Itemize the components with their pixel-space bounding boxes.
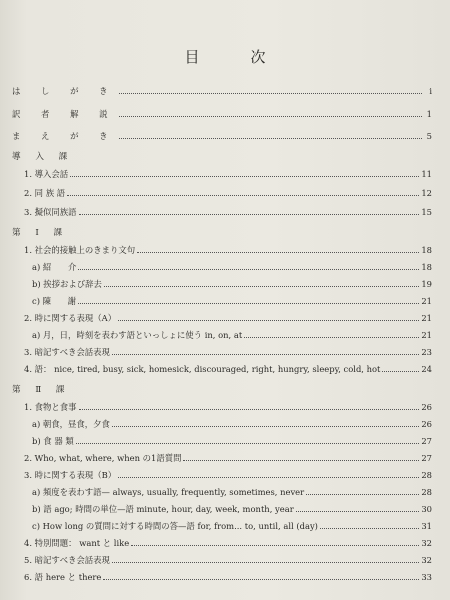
dot-leader	[119, 93, 423, 94]
toc-entry	[24, 310, 432, 326]
toc-label: 4. 語： nice, tired, busy, sick, homesick, discouraged, right, hungry, sleepy, cold, hot	[24, 364, 381, 374]
page-number: 28	[421, 487, 432, 497]
page-number: 15	[421, 207, 432, 217]
toc-entry	[24, 467, 432, 483]
dot-leader	[118, 320, 419, 321]
toc-label: 1. 食物と食事	[24, 402, 77, 412]
dot-leader	[103, 579, 419, 580]
toc-entry	[32, 416, 432, 432]
dot-leader	[320, 528, 419, 529]
toc-label: 1. 導入会話	[24, 169, 69, 179]
toc-entry	[24, 450, 432, 466]
page-number: 5	[426, 131, 432, 141]
page-number: 19	[421, 279, 432, 289]
toc-label: 3. 時に関する表現（B）	[24, 470, 117, 480]
toc-label: 1. 社会的接触上のきまり文句	[24, 245, 136, 255]
toc-label: は し が き	[12, 86, 117, 96]
toc-label: b) 食 器 類	[32, 436, 74, 446]
page-title: 目 次	[184, 48, 284, 66]
page-number: 21	[421, 330, 432, 340]
toc-label: a) 朝食，昼食，夕食	[32, 419, 110, 429]
toc-label: c) How long の質問に対する時間の答—語 for, from... to, until, all (day)	[32, 521, 318, 531]
dot-leader	[112, 562, 419, 563]
page-number: 32	[421, 538, 432, 548]
dot-leader	[119, 116, 423, 117]
toc-entry	[32, 484, 432, 500]
page-number: 31	[421, 521, 432, 531]
section-heading	[12, 225, 432, 241]
page-number: 30	[421, 504, 432, 514]
page-number: 27	[421, 436, 432, 446]
page-number: 18	[421, 245, 432, 255]
toc-label: b) 挨拶および辞去	[32, 279, 102, 289]
page-number: 26	[421, 419, 432, 429]
toc-entry	[32, 501, 432, 517]
section-heading	[12, 149, 432, 165]
page-number: 21	[421, 296, 432, 306]
toc-label: 4. 特別問題： want と like	[24, 538, 130, 548]
toc-entry	[24, 185, 432, 201]
dot-leader	[296, 511, 420, 512]
dot-leader	[306, 494, 419, 495]
toc-entry	[32, 259, 432, 275]
page-number: 33	[421, 572, 432, 582]
toc-entry	[24, 535, 432, 551]
toc-label: 2. Who, what, where, when の1語質問	[24, 453, 182, 463]
toc-entry	[24, 166, 432, 182]
dot-leader	[78, 303, 419, 304]
toc-label: 5. 暗記すべき会話表現	[24, 555, 110, 565]
toc-label: 2. 同 族 語	[24, 188, 66, 198]
page-number: 23	[421, 347, 432, 357]
page-number: 21	[421, 313, 432, 323]
toc-entry	[32, 518, 432, 534]
toc-label: 3. 擬似同族語	[24, 207, 77, 217]
dot-leader	[78, 269, 419, 270]
toc-entry	[32, 293, 432, 309]
dot-leader	[131, 545, 419, 546]
toc-entry	[12, 83, 432, 99]
dot-leader	[118, 477, 419, 478]
toc-label: 第 Ⅱ 課	[12, 385, 71, 395]
page-number: 1	[426, 109, 432, 119]
toc-label: a) 紹 介	[32, 262, 77, 272]
dot-leader	[244, 337, 419, 338]
toc-label: c) 陳 謝	[32, 296, 77, 306]
dot-leader	[76, 443, 420, 444]
toc-label: 2. 時に関する表現（A）	[24, 313, 117, 323]
toc-entry	[32, 276, 432, 292]
toc-label: 第 Ⅰ 課	[12, 228, 69, 238]
toc-entry	[24, 361, 432, 377]
page-number: 12	[421, 188, 432, 198]
toc-label: 3. 暗記すべき会話表現	[24, 347, 110, 357]
page-number: i	[429, 86, 432, 96]
toc-label: b) 語 ago; 時間の単位—語 minute, hour, day, week, month, year	[32, 504, 294, 514]
toc-entry	[32, 327, 432, 343]
dot-leader	[104, 286, 419, 287]
page-number: 24	[421, 364, 432, 374]
toc-entry	[24, 552, 432, 568]
page-number: 26	[421, 402, 432, 412]
toc-entry	[12, 128, 432, 144]
section-heading	[12, 382, 432, 398]
dot-leader	[67, 195, 419, 196]
toc-label: 導 入 課	[12, 152, 74, 162]
dot-leader	[382, 371, 419, 372]
toc-label: ま え が き	[12, 131, 117, 141]
toc-entry	[24, 399, 432, 415]
dot-leader	[112, 354, 419, 355]
toc-entry	[24, 204, 432, 220]
dot-leader	[119, 138, 423, 139]
toc-label: 訳 者 解 説	[12, 109, 117, 119]
dot-leader	[112, 426, 419, 427]
page-number: 28	[421, 470, 432, 480]
toc-label: a) 頻度を表わす語— always, usually, frequently, sometimes, never	[32, 487, 305, 497]
toc-entry	[32, 433, 432, 449]
toc-label: a) 月，日，時刻を表わす語といっしょに使う in, on, at	[32, 330, 243, 340]
toc-label: 6. 語 here と there	[24, 572, 102, 582]
page-number: 32	[421, 555, 432, 565]
dot-leader	[183, 460, 419, 461]
dot-leader	[79, 409, 420, 410]
page-number: 18	[421, 262, 432, 272]
page-number: 11	[421, 169, 432, 179]
dot-leader	[70, 176, 419, 177]
dot-leader	[79, 214, 420, 215]
page-number: 27	[421, 453, 432, 463]
toc-entry	[24, 569, 432, 585]
toc-entry	[24, 242, 432, 258]
toc-entry	[12, 106, 432, 122]
toc-entry	[24, 344, 432, 360]
dot-leader	[137, 252, 419, 253]
